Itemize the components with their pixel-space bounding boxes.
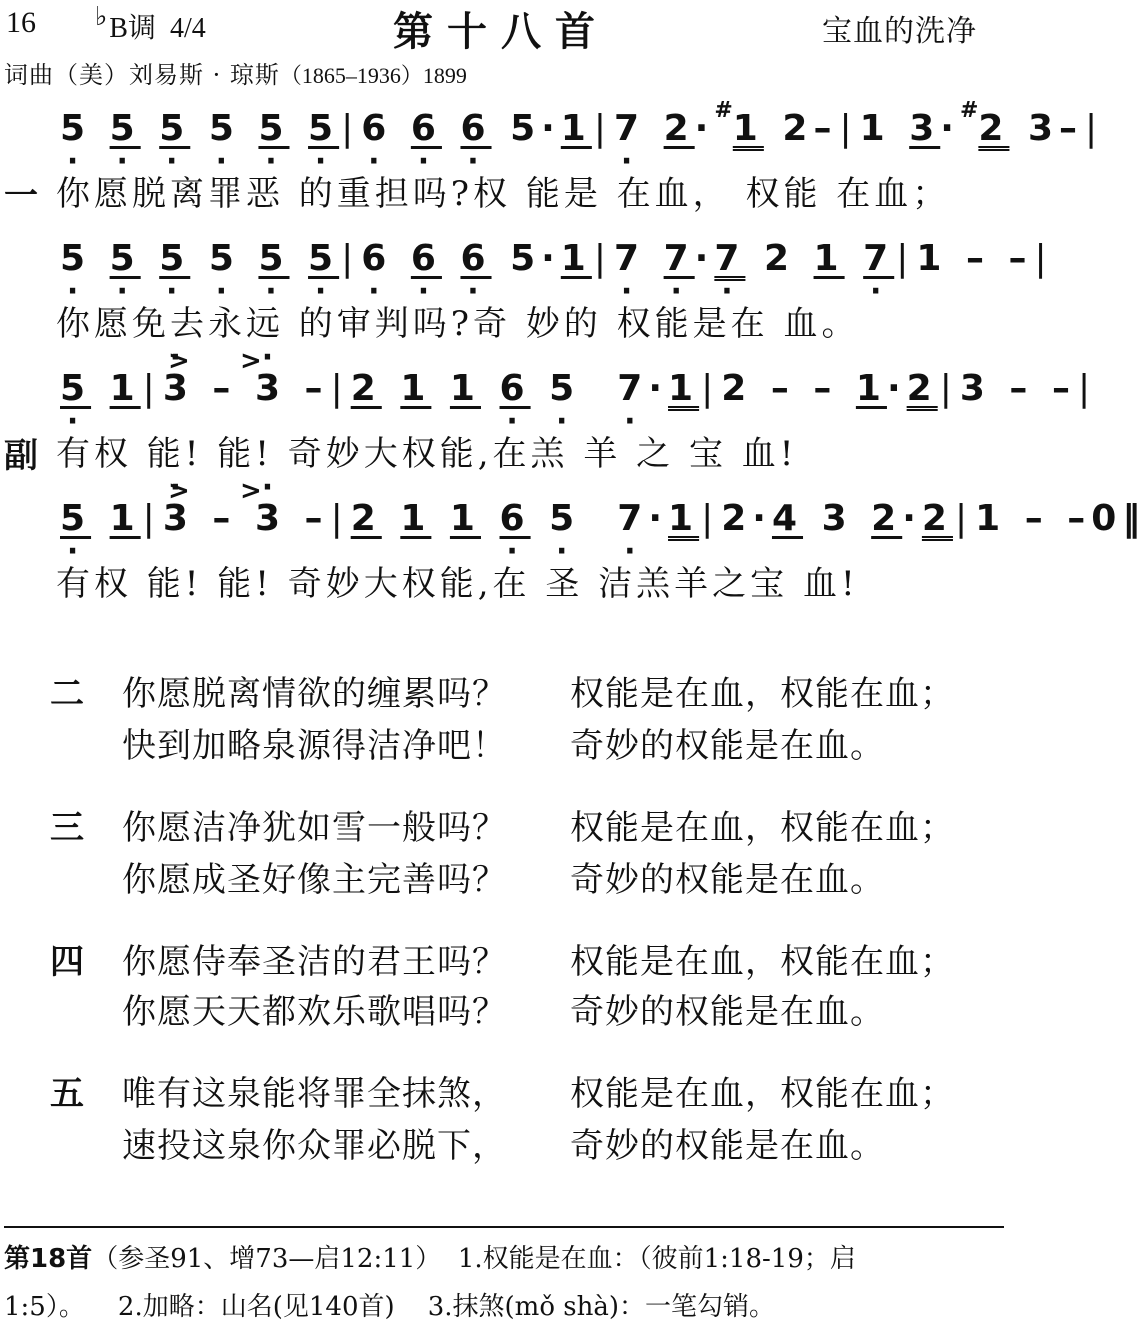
key-label: B调: [109, 13, 156, 44]
credits: [4, 55, 467, 90]
verse-4-line-1b: 权能是在血，权能在血；: [570, 942, 955, 982]
verse-4-line-2b: 奇妙的权能是在血。: [570, 992, 885, 1032]
footnote-note-1-cont: 1:5）。: [4, 1292, 85, 1322]
footnote-divider: [4, 1226, 1004, 1228]
lyrics-line-1: 你愿脱离罪恶 的重担吗?权 能是 在血， 权能 在血；: [56, 174, 951, 214]
verse-number-4: 四: [50, 942, 84, 982]
accent-mark-2: >: [240, 346, 262, 376]
time-signature: 4/4: [169, 13, 206, 44]
accent-mark-4: >: [240, 476, 262, 506]
verse-4-line-2a: 你愿天天都欢乐歌唱吗？: [122, 992, 507, 1032]
author-years: （1865–1936）1899: [279, 63, 467, 88]
footnote-note-3: 3.抹煞(mǒ shà)：一笔勾销。: [427, 1292, 775, 1322]
verse-3-line-1a: 你愿洁净犹如雪一般吗？: [122, 808, 507, 848]
footnote-line-1: [4, 1238, 856, 1275]
footnote-line-2: [4, 1286, 775, 1323]
hymn-title: 第十八首: [393, 9, 609, 55]
verse-3-line-2b: 奇妙的权能是在血。: [570, 860, 885, 900]
accent-mark-3: >: [168, 476, 190, 506]
verse-2-line-2b: 奇妙的权能是在血。: [570, 726, 885, 766]
page-number: 16: [6, 6, 36, 39]
footnote-note-1: 1.权能是在血：（彼前1:18-19；启: [457, 1244, 856, 1274]
verse-number-2: 二: [50, 674, 84, 714]
key-signature: [95, 2, 206, 46]
verse-2-line-2a: 快到加略泉源得洁净吧！: [122, 726, 507, 766]
flat-sign: ♭: [95, 2, 108, 31]
verse-5-line-2a: 速投这泉你众罪必脱下，: [122, 1126, 507, 1166]
chorus-mark: 副: [4, 436, 38, 476]
footnote-refs: （参圣91、增73—启12:11）: [92, 1244, 442, 1274]
notation-line-2: 5 · 5 · 5 · 5 · 5 · 5 ·|6 · 6 · 6 · 5·1|7 · 7 ··7 · 2 1 7 ·|1 – –|: [60, 238, 1055, 279]
lyrics-line-2: 你愿免去永远 的审判吗?奇 妙的 权能是在 血。: [56, 304, 860, 344]
notation-line-1: 5 · 5 · 5 · 5 · 5 · 5 ·|6 · 6 · 6 · 5·1|7 · 2·#1 2–|1 3·#2 3–|: [60, 108, 1105, 149]
notation-line-4: 5 · 1|· 3 – · 3 –|2 1 1 6 · 5 · 7 ··1|2·4 3 2·2|1 – –0‖: [60, 498, 1146, 539]
notation-line-3: 5 · 1|· 3 – · 3 –|2 1 1 6 · 5 · 7 ··1|2 – – 1·2|3 – –|: [60, 368, 1098, 409]
hymn-subtitle: 宝血的洗净: [822, 14, 977, 49]
verse-2-line-1b: 权能是在血，权能在血；: [570, 674, 955, 714]
verse-5-line-2b: 奇妙的权能是在血。: [570, 1126, 885, 1166]
verse-1-mark: 一: [4, 176, 38, 216]
verse-2-line-1a: 你愿脱离情欲的缠累吗？: [122, 674, 507, 714]
verse-5-line-1b: 权能是在血，权能在血；: [570, 1074, 955, 1114]
verse-number-3: 三: [50, 808, 84, 848]
verse-3-line-2a: 你愿成圣好像主完善吗？: [122, 860, 507, 900]
verse-3-line-1b: 权能是在血，权能在血；: [570, 808, 955, 848]
verse-4-line-1a: 你愿侍奉圣洁的君王吗？: [122, 942, 507, 982]
author: 词曲（美）刘易斯 · 琼斯: [4, 61, 280, 89]
accent-mark-1: >: [168, 346, 190, 376]
footnote-label: 第18首: [4, 1244, 93, 1274]
footnote-note-2: 2.加略：山名(见140首): [117, 1292, 395, 1322]
verse-number-5: 五: [50, 1074, 84, 1114]
lyrics-line-4: 有权 能! 能! 奇妙大权能,在 圣 洁羔羊之宝 血!: [56, 564, 859, 604]
verse-5-line-1a: 唯有这泉能将罪全抹煞，: [122, 1074, 507, 1114]
lyrics-line-3: 有权 能! 能! 奇妙大权能,在羔 羊 之 宝 血!: [56, 434, 798, 474]
